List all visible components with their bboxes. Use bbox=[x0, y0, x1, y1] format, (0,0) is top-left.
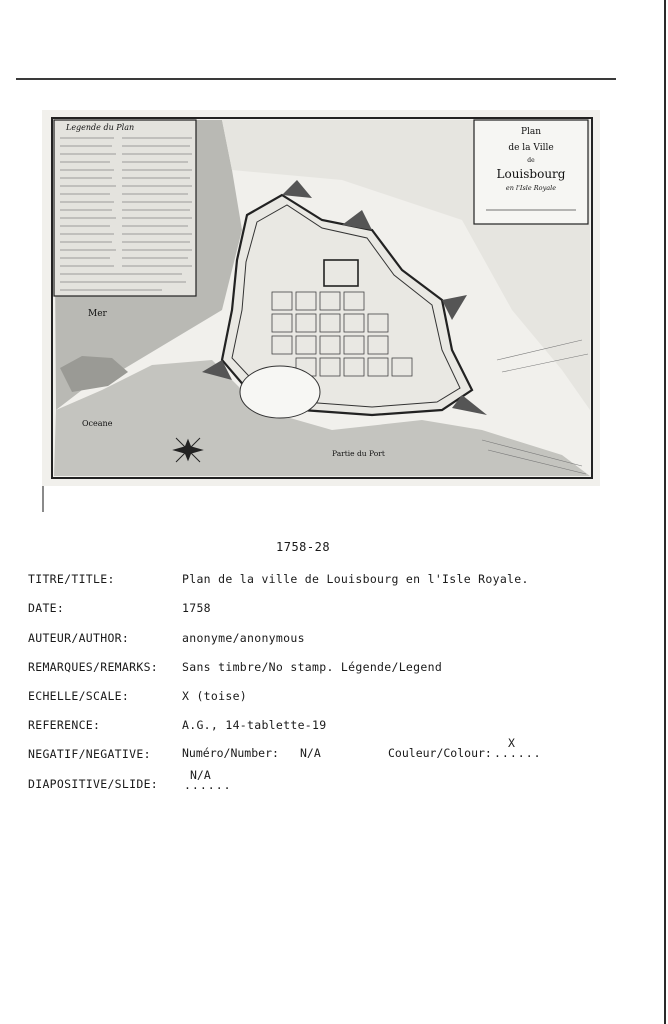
cartouche-line-2: de la Ville bbox=[508, 143, 554, 153]
slide-value: N/A bbox=[190, 768, 211, 782]
scale-value: X (toise) bbox=[182, 689, 248, 703]
slide-label: DIAPOSITIVE/SLIDE: bbox=[28, 777, 159, 791]
negative-label: NEGATIF/NEGATIVE: bbox=[28, 747, 151, 761]
cartouche-line-3: de bbox=[527, 157, 535, 164]
author-label: AUTEUR/AUTHOR: bbox=[28, 631, 130, 645]
reference-value: A.G., 14-tablette-19 bbox=[182, 718, 327, 732]
remarks-label: REMARQUES/REMARKS: bbox=[28, 660, 159, 674]
cartouche-line-5: en l'Isle Royale bbox=[505, 184, 557, 192]
remarks-value: Sans timbre/No stamp. Légende/Legend bbox=[182, 660, 443, 674]
legend-title: Legende du Plan bbox=[66, 123, 135, 132]
sea-label: Mer bbox=[88, 309, 107, 319]
right-edge-line bbox=[664, 0, 666, 1024]
colour-label: Couleur/Colour: bbox=[388, 746, 492, 760]
date-value: 1758 bbox=[182, 601, 211, 615]
title-value: Plan de la ville de Louisbourg en l'Isle Royale. bbox=[182, 572, 529, 586]
negative-number-label: Numéro/Number: bbox=[182, 746, 279, 760]
port-label: Partie du Port bbox=[332, 449, 385, 458]
film-edge bbox=[42, 486, 44, 512]
ocean-label: Oceane bbox=[82, 419, 113, 428]
map-image bbox=[42, 110, 600, 486]
negative-number-value: N/A bbox=[300, 746, 321, 760]
reference-label: REFERENCE: bbox=[28, 718, 101, 732]
scale-label: ECHELLE/SCALE: bbox=[28, 689, 130, 703]
slide-dots: ...... bbox=[184, 778, 232, 792]
title-label: TITRE/TITLE: bbox=[28, 572, 115, 586]
top-rule bbox=[16, 78, 616, 80]
author-value: anonyme/anonymous bbox=[182, 631, 305, 645]
cartouche-line-4: Louisbourg bbox=[496, 167, 566, 181]
colour-dots: ...... bbox=[494, 746, 542, 760]
reference-number: 1758-28 bbox=[276, 540, 331, 554]
colour-value: X bbox=[508, 736, 515, 750]
cartouche-line-1: Plan bbox=[520, 127, 542, 137]
date-label: DATE: bbox=[28, 601, 65, 615]
